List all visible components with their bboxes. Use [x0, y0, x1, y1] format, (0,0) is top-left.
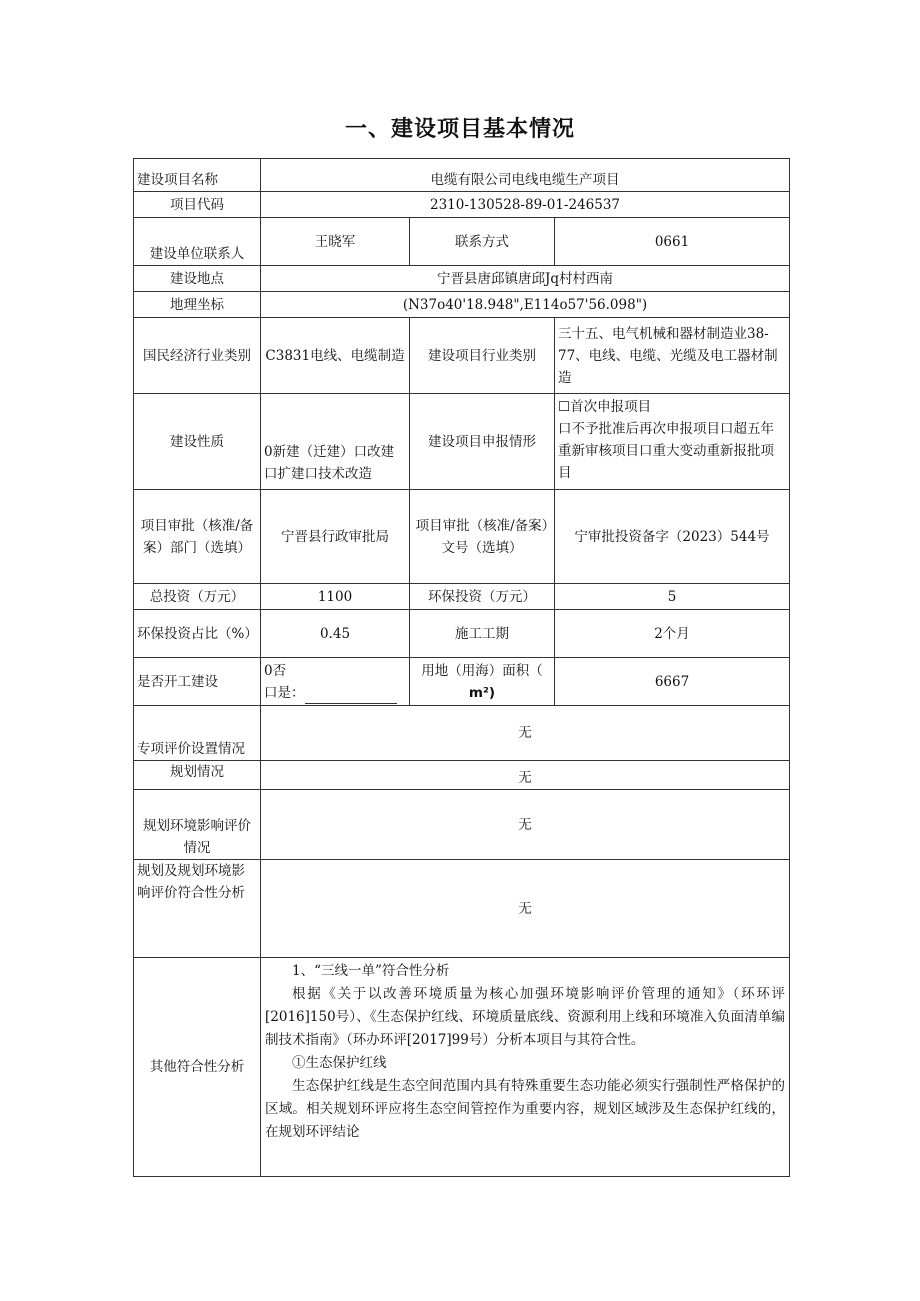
row-planning-eia — [134, 790, 790, 860]
label-special-eval: 专项评价设置情况 — [134, 706, 261, 761]
row-industry — [134, 318, 790, 394]
label-planning: 规划情况 — [134, 761, 261, 790]
label-location: 建设地点 — [134, 266, 261, 292]
label-nature-2: 建设项目申报情形 — [410, 394, 555, 490]
paragraph-subheading: ①生态保护红线 — [292, 1055, 387, 1071]
value-approval-2: 宁审批投资备字（2023）544号 — [555, 490, 790, 584]
value-other-conformity — [261, 958, 790, 1177]
option-first-application: ☐首次申报项目 — [558, 399, 652, 415]
row-project-code — [134, 192, 790, 218]
row-started — [134, 658, 790, 706]
option-no: 0否 — [264, 662, 287, 679]
value-project-name: 电缆有限公司电线电缆生产项目 — [261, 159, 790, 192]
value-land-area: 6667 — [555, 658, 790, 706]
row-location — [134, 266, 790, 292]
value-investment: 1100 — [261, 584, 410, 610]
value-project-code: 2310-130528-89-01-246537 — [261, 192, 790, 218]
row-investment — [134, 584, 790, 610]
option-other-applications: 口不予批准后再次申报项目口超五年重新审核项目口重大变动重新报批项目 — [558, 421, 774, 481]
label-investment: 总投资（万元） — [134, 584, 261, 610]
value-coords: (N37o40'18.948",E114o57'56.098") — [261, 292, 790, 318]
section-heading: 1、“三线一单”符合性分析 — [292, 963, 450, 979]
value-planning: 无 — [261, 761, 790, 790]
label-construction-period: 施工工期 — [410, 610, 555, 658]
value-env-investment: 5 — [555, 584, 790, 610]
label-nature — [134, 394, 261, 490]
label-approval: 项目审批（核准/备案）部门（选填） — [134, 490, 261, 584]
label-phone: 联系方式 — [410, 218, 555, 266]
project-info-table — [133, 158, 790, 1177]
value-industry: C3831电线、电缆制造 — [261, 318, 410, 394]
label-other-conformity: 其他符合性分析 — [134, 958, 261, 1177]
label-started: 是否开工建设 — [134, 658, 261, 706]
value-planning-eia: 无 — [261, 790, 790, 860]
row-contact — [134, 218, 790, 266]
value-nature-2 — [555, 394, 790, 490]
label-project-code: 项目代码 — [134, 192, 261, 218]
value-nature: 0新建（迁建）口改建口扩建口技术改造 — [261, 394, 410, 490]
label-coords: 地理坐标 — [134, 292, 261, 318]
row-ratio — [134, 610, 790, 658]
row-planning — [134, 761, 790, 790]
paragraph-basis: 根据《关于以改善环境质量为核心加强环境影响评价管理的通知》（环环评[2016]150号）、《生态保护红线、环境质量底线、资源利用上线和环境准入负面清单编制技术指南》（环办环评[2017]99号）分析本项目与其符合性。 — [265, 986, 786, 1048]
page-title: 一、建设项目基本情况 — [344, 117, 575, 142]
value-location: 宁晋县唐邱镇唐邱Jq村村西南 — [261, 266, 790, 292]
value-approval: 宁晋县行政审批局 — [261, 490, 410, 584]
label-land-area-b: m²) — [468, 684, 496, 701]
label-land-area-a: 用地（用海）面积（ — [421, 662, 543, 679]
row-other-conformity — [134, 958, 790, 1177]
value-contact-name: 王晓军 — [261, 218, 410, 266]
row-project-name — [134, 159, 790, 192]
label-contact: 建设单位联系人 — [134, 218, 261, 266]
label-industry-2: 建设项目行业类别 — [410, 318, 555, 394]
label-nature-text: 建设性质 — [170, 433, 224, 450]
option-yes-label: 口是： — [264, 684, 305, 701]
value-construction-period: 2个月 — [555, 610, 790, 658]
label-approval-2: 项目审批（核准/备案）文号（选填） — [410, 490, 555, 584]
label-ratio: 环保投资占比（%） — [134, 610, 261, 658]
label-planning-eia: 规划环境影响评价情况 — [134, 790, 261, 860]
label-env-investment: 环保投资（万元） — [410, 584, 555, 610]
row-coords — [134, 292, 790, 318]
value-phone: 0661 — [555, 218, 790, 266]
value-planning-conformity: 无 — [261, 860, 790, 958]
paragraph-redline: 生态保护红线是生态空间范围内具有特殊重要生态功能必须实行强制性严格保护的区域。相关规划环评应将生态空间管控作为重要内容，规划区域涉及生态保护红线的，在规划环评结论 — [265, 1078, 786, 1140]
value-ratio: 0.45 — [261, 610, 410, 658]
label-industry: 国民经济行业类别 — [134, 318, 261, 394]
value-started — [261, 658, 410, 706]
value-special-eval: 无 — [261, 706, 790, 761]
blank-line — [305, 689, 397, 704]
value-industry-2: 三十五、电气机械和器材制造业38-77、电线、电缆、光缆及电工器材制造 — [555, 318, 790, 394]
row-special-eval — [134, 706, 790, 761]
row-planning-conformity — [134, 860, 790, 958]
label-project-name: 建设项目名称 — [134, 159, 261, 192]
label-planning-conformity: 规划及规划环境影响评价符合性分析 — [134, 860, 261, 958]
row-nature — [134, 394, 790, 490]
label-land-area — [410, 658, 555, 706]
option-yes — [264, 682, 406, 704]
row-approval — [134, 490, 790, 584]
